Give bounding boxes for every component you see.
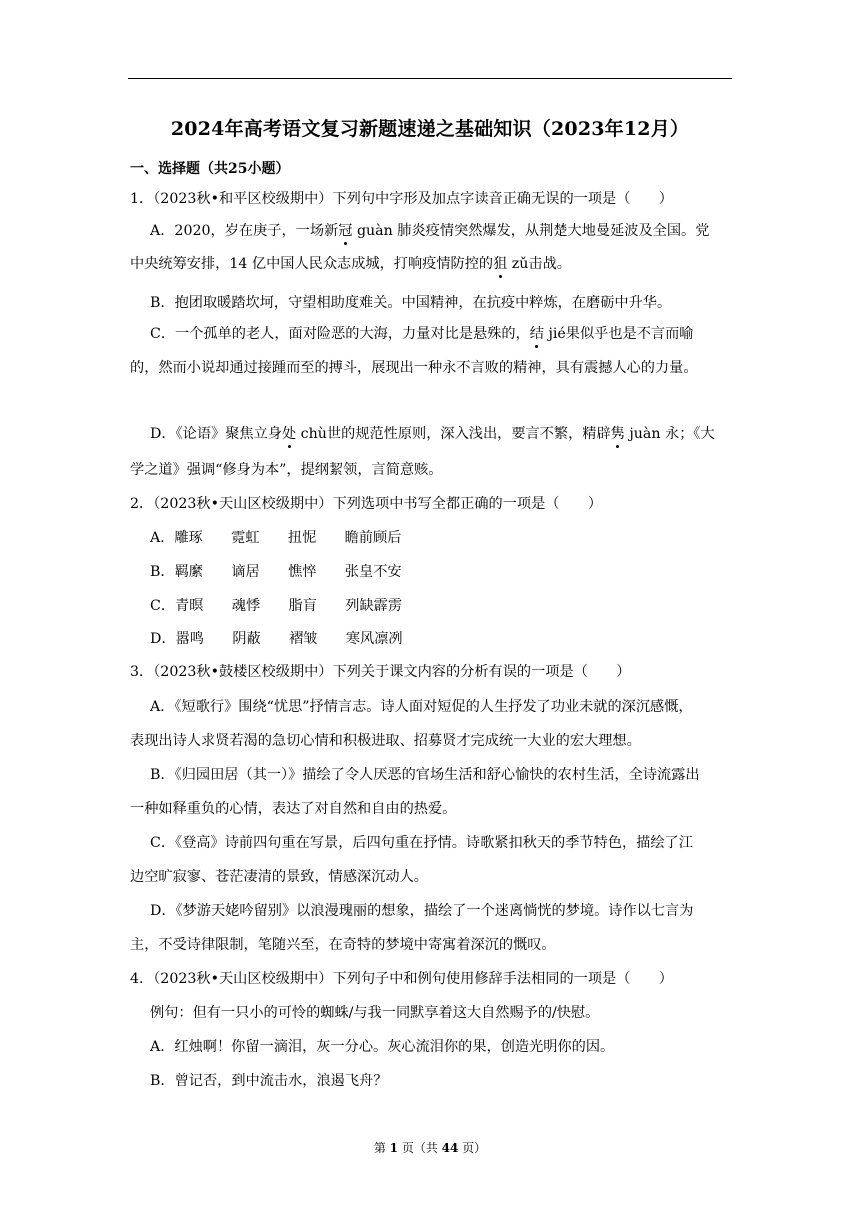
page-total: 44: [441, 1141, 459, 1155]
question-1-option-c-line2: 的，然而小说却通过接踵而至的搏斗，展现出一种永不言败的精神，具有震撼人心的力量。: [130, 360, 698, 376]
question-3-option-b-line2: 一种如释重负的心情，表达了对自然和自由的热爱。: [130, 801, 457, 817]
question-3-option-a-line2: 表现出诗人求贤若渴的急切心情和积极进取、招募贤才完成统一大业的宏大理想。: [130, 733, 641, 749]
question-3-option-d-line2: 主，不受诗律限制，笔随兴至，在奇特的梦境中寄寓着深沉的慨叹。: [130, 937, 556, 953]
question-1-option-d-line1: D．《论语》聚焦立身处 chù世的规范性原则，深入浅出，要言不繁，精辟隽 juàn 永；《大: [150, 426, 715, 442]
question-3-option-d-line1: D．《梦游天姥吟留别》以浪漫瑰丽的想象，描绘了一个迷离惝恍的梦境。诗作以七言为: [150, 903, 694, 919]
emphasis-char: 结: [529, 326, 544, 342]
emphasis-char: 狙: [493, 256, 508, 272]
document-title: 2024年高考语文复习新题速递之基础知识（2023年12月）: [170, 118, 690, 140]
question-3-option-a-line1: A．《短歌行》围绕“忧思”抒情言志。诗人面对短促的人生抒发了功业未就的深沉感慨，: [150, 699, 693, 715]
question-4-option-a: A．红烛啊！你留一滴泪，灰一分心。灰心流泪你的果，创造光明你的因。: [150, 1039, 615, 1055]
section-heading: 一、选择题（共25小题）: [130, 161, 290, 177]
question-2-option-a: A．雕琢 霓虹 扭怩 瞻前顾后: [150, 530, 402, 546]
question-3-option-c-line2: 边空旷寂寥、苍茫凄清的景致，情感深沉动人。: [130, 869, 428, 885]
question-1-option-a-line1: A．2020，岁在庚子，一场新冠 guàn 肺炎疫情突然爆发，从荆楚大地曼延波及全国。党: [150, 223, 710, 239]
page-number: 1: [389, 1141, 398, 1155]
question-4-example: 例句：但有一只小的可怜的蜘蛛/与我一同默享着这大自然赐予的/快慰。: [150, 1005, 600, 1021]
question-4-stem: 4．（2023秋•天山区校级期中）下列句子中和例句使用修辞手法相同的一项是（ ）: [130, 971, 673, 987]
emphasis-char: 隽: [610, 426, 625, 442]
question-2-option-c: C．青暝 魂悸 脂肓 列缺霹雳: [150, 598, 403, 614]
page-footer: 第 1 页（共 44 页）: [373, 1141, 487, 1155]
question-4-option-b: B．曾记否，到中流击水，浪遏飞舟？: [150, 1073, 388, 1089]
emphasis-char: 冠: [338, 223, 353, 239]
emphasis-char: 处: [281, 426, 297, 442]
question-1-option-d-line2: 学之道》强调“修身为本”，提纲絜领，言简意赅。: [130, 462, 443, 478]
question-1-option-a-line2: 中央统筹安排，14 亿中国人民众志成城，打响疫情防控的狙 zǔ击战。: [130, 256, 571, 272]
question-3-option-b-line1: B．《归园田居（其一）》描绘了令人厌恶的官场生活和舒心愉快的农村生活，全诗流露出: [150, 767, 700, 783]
question-2-option-b: B．羁縻 谪居 憔悴 张皇不安: [150, 564, 402, 580]
question-3-option-c-line1: C．《登高》诗前四句重在写景，后四句重在抒情。诗歌紧扣秋天的季节特色，描绘了江: [150, 835, 693, 851]
question-2-option-d: D．嚣鸣 阴蔽 褶皱 寒风凛冽: [150, 631, 403, 647]
question-1-stem: 1．（2023秋•和平区校级期中）下列句中字形及加点字读音正确无误的一项是（ ）: [130, 191, 673, 207]
question-3-stem: 3．（2023秋•鼓楼区校级期中）下列关于课文内容的分析有误的一项是（ ）: [130, 664, 631, 680]
question-2-stem: 2．（2023秋•天山区校级期中）下列选项中书写全都正确的一项是（ ）: [130, 496, 603, 512]
question-1-option-c-line1: C．一个孤单的老人，面对险恶的大海，力量对比是悬殊的，结 jié果似乎也是不言而喻: [150, 326, 694, 342]
header-rule: [128, 78, 732, 79]
question-1-option-b: B．抱团取暖踏坎坷，守望相助度难关。中国精神，在抗疫中粹炼，在磨砺中升华。: [150, 295, 672, 311]
